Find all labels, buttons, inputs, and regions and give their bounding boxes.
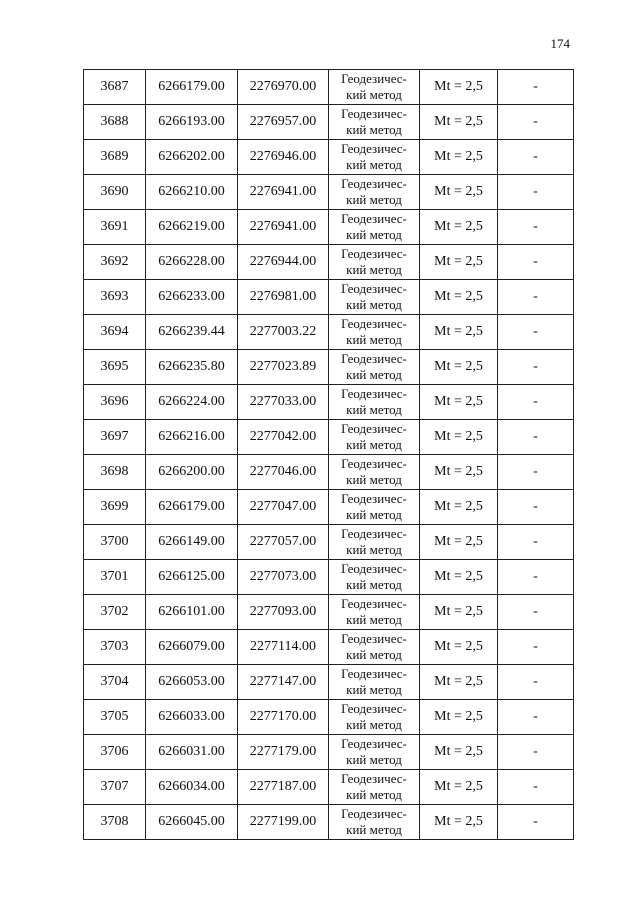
note-cell: - [498, 140, 574, 175]
table-row [84, 525, 574, 560]
x-coordinate-cell: 6266210.00 [146, 175, 238, 210]
method-line-2: кий метод [346, 227, 402, 242]
method-line-2: кий метод [346, 577, 402, 592]
y-coordinate-cell: 2277047.00 [238, 490, 329, 525]
accuracy-cell: Mt = 2,5 [420, 595, 498, 630]
x-coordinate-cell: 6266079.00 [146, 630, 238, 665]
note-cell: - [498, 280, 574, 315]
method-cell [329, 245, 420, 280]
point-number-cell: 3692 [84, 245, 146, 280]
method-line-1: Геодезичес- [341, 526, 407, 541]
method-line-1: Геодезичес- [341, 806, 407, 821]
accuracy-cell: Mt = 2,5 [420, 350, 498, 385]
accuracy-cell: Mt = 2,5 [420, 805, 498, 840]
note-cell: - [498, 630, 574, 665]
accuracy-cell: Mt = 2,5 [420, 735, 498, 770]
method-cell [329, 665, 420, 700]
x-coordinate-cell: 6266202.00 [146, 140, 238, 175]
point-number-cell: 3689 [84, 140, 146, 175]
note-cell: - [498, 385, 574, 420]
x-coordinate-cell: 6266031.00 [146, 735, 238, 770]
note-cell: - [498, 665, 574, 700]
accuracy-cell: Mt = 2,5 [420, 315, 498, 350]
table-row [84, 770, 574, 805]
x-coordinate-cell: 6266216.00 [146, 420, 238, 455]
table-row [84, 280, 574, 315]
x-coordinate-cell: 6266219.00 [146, 210, 238, 245]
y-coordinate-cell: 2277147.00 [238, 665, 329, 700]
y-coordinate-cell: 2277057.00 [238, 525, 329, 560]
point-number-cell: 3697 [84, 420, 146, 455]
point-number-cell: 3699 [84, 490, 146, 525]
note-cell: - [498, 455, 574, 490]
method-cell [329, 525, 420, 560]
method-cell [329, 105, 420, 140]
note-cell: - [498, 245, 574, 280]
note-cell: - [498, 315, 574, 350]
method-line-2: кий метод [346, 437, 402, 452]
note-cell: - [498, 735, 574, 770]
y-coordinate-cell: 2276946.00 [238, 140, 329, 175]
table-row [84, 175, 574, 210]
method-cell [329, 595, 420, 630]
x-coordinate-cell: 6266149.00 [146, 525, 238, 560]
method-line-1: Геодезичес- [341, 736, 407, 751]
point-number-cell: 3708 [84, 805, 146, 840]
method-line-2: кий метод [346, 647, 402, 662]
accuracy-cell: Mt = 2,5 [420, 525, 498, 560]
x-coordinate-cell: 6266053.00 [146, 665, 238, 700]
table-row [84, 105, 574, 140]
method-cell [329, 350, 420, 385]
note-cell: - [498, 420, 574, 455]
x-coordinate-cell: 6266125.00 [146, 560, 238, 595]
point-number-cell: 3696 [84, 385, 146, 420]
table-row [84, 385, 574, 420]
y-coordinate-cell: 2277199.00 [238, 805, 329, 840]
point-number-cell: 3691 [84, 210, 146, 245]
method-line-2: кий метод [346, 752, 402, 767]
point-number-cell: 3704 [84, 665, 146, 700]
accuracy-cell: Mt = 2,5 [420, 420, 498, 455]
note-cell: - [498, 700, 574, 735]
x-coordinate-cell: 6266034.00 [146, 770, 238, 805]
accuracy-cell: Mt = 2,5 [420, 455, 498, 490]
accuracy-cell: Mt = 2,5 [420, 175, 498, 210]
page-number: 174 [550, 36, 570, 51]
coordinates-table [83, 69, 574, 840]
accuracy-cell: Mt = 2,5 [420, 700, 498, 735]
point-number-cell: 3688 [84, 105, 146, 140]
method-cell [329, 140, 420, 175]
accuracy-cell: Mt = 2,5 [420, 385, 498, 420]
method-line-1: Геодезичес- [341, 211, 407, 226]
x-coordinate-cell: 6266101.00 [146, 595, 238, 630]
method-cell [329, 805, 420, 840]
y-coordinate-cell: 2277093.00 [238, 595, 329, 630]
method-line-1: Геодезичес- [341, 106, 407, 121]
y-coordinate-cell: 2277042.00 [238, 420, 329, 455]
method-line-1: Геодезичес- [341, 386, 407, 401]
method-line-1: Геодезичес- [341, 421, 407, 436]
method-line-2: кий метод [346, 472, 402, 487]
method-cell [329, 770, 420, 805]
accuracy-cell: Mt = 2,5 [420, 210, 498, 245]
point-number-cell: 3695 [84, 350, 146, 385]
accuracy-cell: Mt = 2,5 [420, 560, 498, 595]
accuracy-cell: Mt = 2,5 [420, 105, 498, 140]
x-coordinate-cell: 6266224.00 [146, 385, 238, 420]
method-line-1: Геодезичес- [341, 246, 407, 261]
accuracy-cell: Mt = 2,5 [420, 490, 498, 525]
method-cell [329, 315, 420, 350]
note-cell: - [498, 770, 574, 805]
y-coordinate-cell: 2276970.00 [238, 70, 329, 105]
x-coordinate-cell: 6266033.00 [146, 700, 238, 735]
point-number-cell: 3703 [84, 630, 146, 665]
point-number-cell: 3707 [84, 770, 146, 805]
y-coordinate-cell: 2276941.00 [238, 175, 329, 210]
y-coordinate-cell: 2277187.00 [238, 770, 329, 805]
note-cell: - [498, 70, 574, 105]
method-line-1: Геодезичес- [341, 141, 407, 156]
x-coordinate-cell: 6266233.00 [146, 280, 238, 315]
note-cell: - [498, 490, 574, 525]
table-row [84, 700, 574, 735]
table-row [84, 490, 574, 525]
method-cell [329, 70, 420, 105]
note-cell: - [498, 350, 574, 385]
point-number-cell: 3690 [84, 175, 146, 210]
method-line-2: кий метод [346, 402, 402, 417]
note-cell: - [498, 805, 574, 840]
note-cell: - [498, 210, 574, 245]
table-row [84, 420, 574, 455]
method-line-2: кий метод [346, 297, 402, 312]
method-cell [329, 735, 420, 770]
method-cell [329, 700, 420, 735]
method-line-1: Геодезичес- [341, 351, 407, 366]
method-line-2: кий метод [346, 87, 402, 102]
y-coordinate-cell: 2276944.00 [238, 245, 329, 280]
table-row [84, 455, 574, 490]
method-line-2: кий метод [346, 192, 402, 207]
table-row [84, 595, 574, 630]
method-cell [329, 175, 420, 210]
y-coordinate-cell: 2277170.00 [238, 700, 329, 735]
method-line-2: кий метод [346, 157, 402, 172]
note-cell: - [498, 175, 574, 210]
x-coordinate-cell: 6266200.00 [146, 455, 238, 490]
y-coordinate-cell: 2277023.89 [238, 350, 329, 385]
method-line-1: Геодезичес- [341, 456, 407, 471]
method-line-1: Геодезичес- [341, 281, 407, 296]
method-line-2: кий метод [346, 682, 402, 697]
method-line-1: Геодезичес- [341, 176, 407, 191]
x-coordinate-cell: 6266179.00 [146, 70, 238, 105]
method-line-2: кий метод [346, 332, 402, 347]
point-number-cell: 3705 [84, 700, 146, 735]
method-line-2: кий метод [346, 122, 402, 137]
table-row [84, 245, 574, 280]
method-line-2: кий метод [346, 717, 402, 732]
method-line-1: Геодезичес- [341, 71, 407, 86]
table-row [84, 735, 574, 770]
table-row [84, 665, 574, 700]
x-coordinate-cell: 6266235.80 [146, 350, 238, 385]
accuracy-cell: Mt = 2,5 [420, 630, 498, 665]
y-coordinate-cell: 2277179.00 [238, 735, 329, 770]
point-number-cell: 3687 [84, 70, 146, 105]
point-number-cell: 3706 [84, 735, 146, 770]
table-row [84, 70, 574, 105]
point-number-cell: 3694 [84, 315, 146, 350]
y-coordinate-cell: 2277073.00 [238, 560, 329, 595]
method-cell [329, 210, 420, 245]
method-cell [329, 455, 420, 490]
table-body [84, 70, 574, 840]
method-cell [329, 560, 420, 595]
y-coordinate-cell: 2276957.00 [238, 105, 329, 140]
accuracy-cell: Mt = 2,5 [420, 245, 498, 280]
accuracy-cell: Mt = 2,5 [420, 665, 498, 700]
y-coordinate-cell: 2276981.00 [238, 280, 329, 315]
y-coordinate-cell: 2277046.00 [238, 455, 329, 490]
x-coordinate-cell: 6266239.44 [146, 315, 238, 350]
method-cell [329, 280, 420, 315]
table-row [84, 315, 574, 350]
accuracy-cell: Mt = 2,5 [420, 280, 498, 315]
x-coordinate-cell: 6266179.00 [146, 490, 238, 525]
method-line-2: кий метод [346, 787, 402, 802]
table-row [84, 140, 574, 175]
note-cell: - [498, 105, 574, 140]
method-line-2: кий метод [346, 367, 402, 382]
point-number-cell: 3702 [84, 595, 146, 630]
x-coordinate-cell: 6266193.00 [146, 105, 238, 140]
table-row [84, 630, 574, 665]
x-coordinate-cell: 6266045.00 [146, 805, 238, 840]
method-line-1: Геодезичес- [341, 561, 407, 576]
method-line-2: кий метод [346, 612, 402, 627]
method-line-1: Геодезичес- [341, 771, 407, 786]
method-line-1: Геодезичес- [341, 491, 407, 506]
method-line-1: Геодезичес- [341, 701, 407, 716]
method-line-2: кий метод [346, 262, 402, 277]
note-cell: - [498, 560, 574, 595]
method-line-1: Геодезичес- [341, 596, 407, 611]
method-line-1: Геодезичес- [341, 631, 407, 646]
point-number-cell: 3700 [84, 525, 146, 560]
method-line-1: Геодезичес- [341, 316, 407, 331]
accuracy-cell: Mt = 2,5 [420, 70, 498, 105]
point-number-cell: 3698 [84, 455, 146, 490]
y-coordinate-cell: 2277033.00 [238, 385, 329, 420]
method-cell [329, 490, 420, 525]
method-cell [329, 420, 420, 455]
method-cell [329, 385, 420, 420]
x-coordinate-cell: 6266228.00 [146, 245, 238, 280]
method-cell [329, 630, 420, 665]
table-row [84, 210, 574, 245]
point-number-cell: 3701 [84, 560, 146, 595]
y-coordinate-cell: 2277003.22 [238, 315, 329, 350]
table-row [84, 805, 574, 840]
method-line-2: кий метод [346, 542, 402, 557]
y-coordinate-cell: 2277114.00 [238, 630, 329, 665]
accuracy-cell: Mt = 2,5 [420, 770, 498, 805]
method-line-1: Геодезичес- [341, 666, 407, 681]
method-line-2: кий метод [346, 507, 402, 522]
accuracy-cell: Mt = 2,5 [420, 140, 498, 175]
note-cell: - [498, 525, 574, 560]
y-coordinate-cell: 2276941.00 [238, 210, 329, 245]
point-number-cell: 3693 [84, 280, 146, 315]
method-line-2: кий метод [346, 822, 402, 837]
table-row [84, 560, 574, 595]
table-row [84, 350, 574, 385]
note-cell: - [498, 595, 574, 630]
